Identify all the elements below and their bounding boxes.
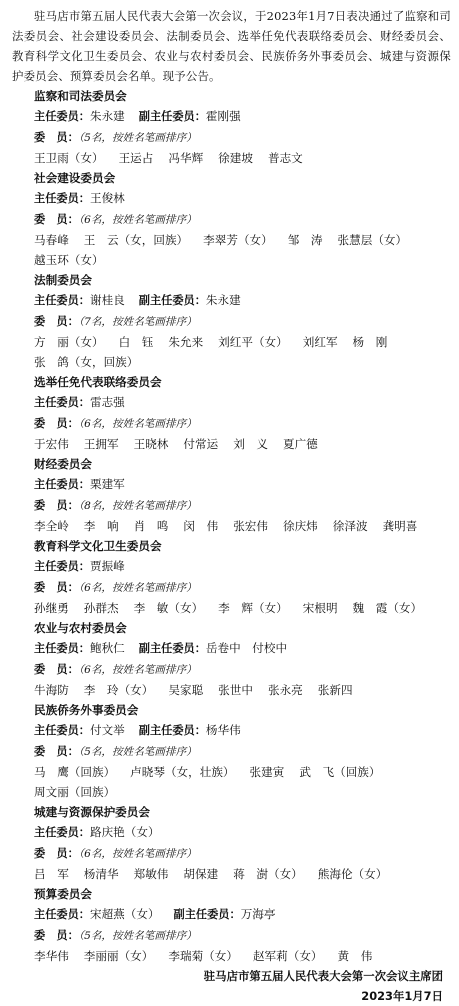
member-name: 刘红平（女） [218, 335, 288, 349]
member-names [34, 864, 451, 884]
colon: ： [67, 131, 79, 144]
chair-line [34, 290, 451, 311]
sort-note: （6名，按姓名笔画排序） [78, 664, 197, 676]
member-name: 李丽丽（女） [83, 949, 154, 963]
member-name: 张宏伟 [233, 519, 268, 533]
chair-line [34, 904, 451, 925]
member-names [34, 680, 451, 700]
sort-note: （6名，按姓名笔画排序） [78, 582, 197, 594]
colon: ： [78, 724, 90, 737]
members-line [34, 311, 451, 332]
colon: ： [194, 724, 206, 737]
committee-section [34, 168, 451, 270]
chair-line [34, 822, 451, 843]
member-name: 张永亮 [267, 683, 303, 697]
member-names [34, 332, 451, 372]
colon: ： [67, 581, 79, 594]
colon: ： [67, 663, 79, 676]
chair-name: 雷志强 [89, 395, 125, 409]
member-name: 李全岭 [34, 519, 69, 533]
member-name: 李华伟 [34, 949, 69, 963]
member-name: 王拥军 [83, 437, 119, 451]
committee-name: 民族侨务外事委员会 [34, 703, 139, 717]
member-name: 白 钰 [118, 335, 154, 349]
member-name: 李 响 [83, 519, 119, 533]
member-name: 牛海防 [34, 683, 69, 697]
deputy-label: 副主任委员 [138, 110, 195, 123]
member-name: 于宏伟 [34, 437, 69, 451]
members-label: 委 员 [34, 847, 68, 860]
chair-label: 主任委员 [34, 478, 79, 491]
members-label: 委 员 [34, 417, 68, 430]
member-name: 李 玲（女） [83, 683, 154, 697]
deputy-label: 副主任委员 [138, 724, 195, 737]
member-name: 蒋 澍（女） [233, 867, 303, 881]
committee-name: 教育科学文化卫生委员会 [34, 539, 162, 553]
committee-section [34, 618, 451, 700]
member-name: 杨清华 [83, 867, 119, 881]
member-name: 王卫雨（女） [34, 151, 104, 165]
member-name: 肖 鸣 [133, 519, 169, 533]
committee-name: 社会建设委员会 [34, 171, 116, 185]
members-line [34, 925, 451, 946]
member-name: 王晓林 [133, 437, 169, 451]
member-name: 邹 涛 [287, 233, 323, 247]
deputy-name: 朱永建 [205, 293, 241, 307]
colon: ： [78, 294, 90, 307]
member-name: 马 鹰（回族） [34, 765, 116, 779]
members-line [34, 127, 451, 148]
member-names [34, 598, 451, 618]
issue-date: 2023年1月7日 [361, 989, 443, 1003]
colon: ： [78, 478, 90, 491]
member-name: 李 辉（女） [218, 601, 288, 615]
chair-name: 王俊林 [89, 191, 125, 205]
chair-name: 宋超燕（女） [89, 907, 160, 921]
chair-label: 主任委员 [34, 826, 79, 839]
committee-section [34, 884, 451, 966]
committee-name: 农业与农村委员会 [34, 621, 127, 635]
committee-name: 预算委员会 [34, 887, 92, 901]
member-names [34, 434, 451, 454]
members-line [34, 577, 451, 598]
member-name: 闵 伟 [183, 519, 219, 533]
committee-name: 法制委员会 [34, 273, 92, 287]
member-name: 冯华辉 [168, 151, 204, 165]
chair-label: 主任委员 [34, 724, 79, 737]
deputy-label: 副主任委员 [138, 294, 195, 307]
chair-name: 路庆艳（女） [89, 825, 160, 839]
colon: ： [67, 315, 79, 328]
members-line [34, 843, 451, 864]
committee-section [34, 372, 451, 454]
member-names [34, 762, 451, 802]
colon: ： [194, 642, 206, 655]
committee-section [34, 700, 451, 802]
sort-note: （6名，按姓名笔画排序） [78, 214, 197, 226]
members-label: 委 员 [34, 581, 68, 594]
member-name: 胡保建 [183, 867, 219, 881]
chair-line [34, 474, 451, 495]
member-name: 刘红军 [302, 335, 338, 349]
member-name: 孙继勇 [34, 601, 69, 615]
member-name: 吴家聪 [168, 683, 204, 697]
members-label: 委 员 [34, 131, 68, 144]
member-names [34, 230, 451, 270]
colon: ： [194, 110, 206, 123]
deputy-label: 副主任委员 [138, 642, 195, 655]
chair-name: 贾振峰 [89, 559, 125, 573]
member-name: 宋根明 [302, 601, 338, 615]
committee-name: 选举任免代表联络委员会 [34, 375, 162, 389]
deputy-name: 万海亭 [240, 907, 276, 921]
members-label: 委 员 [34, 213, 68, 226]
members-label: 委 员 [34, 663, 68, 676]
colon: ： [67, 929, 79, 942]
member-name: 李瑞菊（女） [168, 949, 238, 963]
colon: ： [67, 417, 79, 430]
member-names [34, 946, 451, 966]
chair-label: 主任委员 [34, 908, 79, 921]
member-name: 朱允来 [168, 335, 204, 349]
chair-label: 主任委员 [34, 192, 79, 205]
chair-name: 朱永建 [89, 109, 125, 123]
colon: ： [78, 908, 90, 921]
colon: ： [78, 560, 90, 573]
sort-note: （6名，按姓名笔画排序） [78, 848, 197, 860]
members-line [34, 209, 451, 230]
intro-paragraph: 驻马店市第五届人民代表大会第一次会议，于2023年1月7日表决通过了监察和司法委员会、社会建设委员会、法制委员会、选举任免代表联络委员会、财经委员会、教育科学文化卫生委员会、农业与农村委员会、民族侨务外事委员会、城建与资源保护委员会、预算委员会名单。现予公告。 [12, 9, 451, 83]
member-name: 越玉环（女） [34, 253, 104, 267]
member-names [34, 148, 451, 168]
committee-name: 财经委员会 [34, 457, 92, 471]
chair-name: 栗建军 [89, 477, 125, 491]
colon: ： [78, 826, 90, 839]
colon: ： [78, 110, 90, 123]
member-name: 吕 军 [34, 867, 69, 881]
chair-label: 主任委员 [34, 294, 79, 307]
members-line [34, 495, 451, 516]
member-names [34, 516, 451, 536]
chair-label: 主任委员 [34, 560, 79, 573]
members-line [34, 659, 451, 680]
member-name: 魏 霞（女） [352, 601, 423, 615]
member-name: 张世中 [218, 683, 253, 697]
colon: ： [194, 294, 206, 307]
member-name: 方 丽（女） [34, 335, 104, 349]
member-name: 杨 刚 [352, 335, 388, 349]
chair-name: 鲍秋仁 [89, 641, 125, 655]
chair-label: 主任委员 [34, 110, 79, 123]
colon: ： [67, 499, 79, 512]
deputy-name: 岳卷中 付校中 [205, 641, 288, 655]
member-name: 赵军莉（女） [252, 949, 323, 963]
member-name: 普志文 [267, 151, 303, 165]
colon: ： [67, 847, 79, 860]
member-name: 孙群杰 [83, 601, 119, 615]
colon: ： [229, 908, 241, 921]
member-name: 郑敏伟 [133, 867, 169, 881]
members-line [34, 413, 451, 434]
chair-line [34, 188, 451, 209]
sort-note: （5名，按姓名笔画排序） [78, 132, 197, 144]
committee-name: 城建与资源保护委员会 [34, 805, 150, 819]
member-name: 张慧层（女） [337, 233, 408, 247]
member-name: 王 云（女，回族） [83, 233, 189, 247]
members-label: 委 员 [34, 315, 68, 328]
member-name: 付常运 [183, 437, 219, 451]
colon: ： [78, 642, 90, 655]
member-name: 龚明喜 [382, 519, 418, 533]
members-label: 委 员 [34, 929, 68, 942]
member-name: 徐建坡 [218, 151, 253, 165]
member-name: 徐泽波 [332, 519, 368, 533]
chair-line [34, 392, 451, 413]
chair-line [34, 106, 451, 127]
sort-note: （8名，按姓名笔画排序） [78, 500, 197, 512]
deputy-label: 副主任委员 [173, 908, 230, 921]
issuer-line: 驻马店市第五届人民代表大会第一次会议主席团 [203, 969, 443, 983]
colon: ： [67, 745, 79, 758]
sort-note: （6名，按姓名笔画排序） [78, 418, 197, 430]
committee-name: 监察和司法委员会 [34, 89, 127, 103]
member-name: 武 飞（回族） [299, 765, 381, 779]
colon: ： [78, 396, 90, 409]
member-name: 熊海伦（女） [317, 867, 388, 881]
member-name: 王运占 [118, 151, 154, 165]
sort-note: （7名，按姓名笔画排序） [78, 316, 197, 328]
chair-line [34, 638, 451, 659]
member-name: 夏广德 [282, 437, 318, 451]
member-name: 徐庆炜 [282, 519, 318, 533]
chair-label: 主任委员 [34, 642, 79, 655]
sort-note: （5名，按姓名笔画排序） [78, 930, 197, 942]
member-name: 刘 义 [233, 437, 268, 451]
colon: ： [78, 192, 90, 205]
chair-line [34, 720, 451, 741]
deputy-name: 霍刚强 [205, 109, 241, 123]
member-name: 李 敏（女） [133, 601, 204, 615]
members-line [34, 741, 451, 762]
member-name: 黄 伟 [337, 949, 373, 963]
committee-section [34, 270, 451, 372]
committee-section [34, 454, 451, 536]
member-name: 李翠芳（女） [203, 233, 273, 247]
colon: ： [67, 213, 79, 226]
member-name: 张建寅 [249, 765, 285, 779]
member-name: 张 鸽（女，回族） [34, 355, 139, 369]
committee-section [34, 802, 451, 884]
member-name: 马春峰 [34, 233, 69, 247]
deputy-name: 杨华伟 [205, 723, 241, 737]
chair-name: 付文举 [89, 723, 125, 737]
chair-line [34, 556, 451, 577]
committee-section [34, 536, 451, 618]
sort-note: （5名，按姓名笔画排序） [78, 746, 197, 758]
member-name: 张新四 [317, 683, 353, 697]
members-label: 委 员 [34, 745, 68, 758]
committee-list [12, 86, 451, 966]
members-label: 委 员 [34, 499, 68, 512]
member-name: 卢晓琴（女，壮族） [130, 765, 235, 779]
committee-section [34, 86, 451, 168]
chair-label: 主任委员 [34, 396, 79, 409]
chair-name: 谢桂良 [89, 293, 125, 307]
member-name: 周文丽（回族） [34, 785, 116, 799]
